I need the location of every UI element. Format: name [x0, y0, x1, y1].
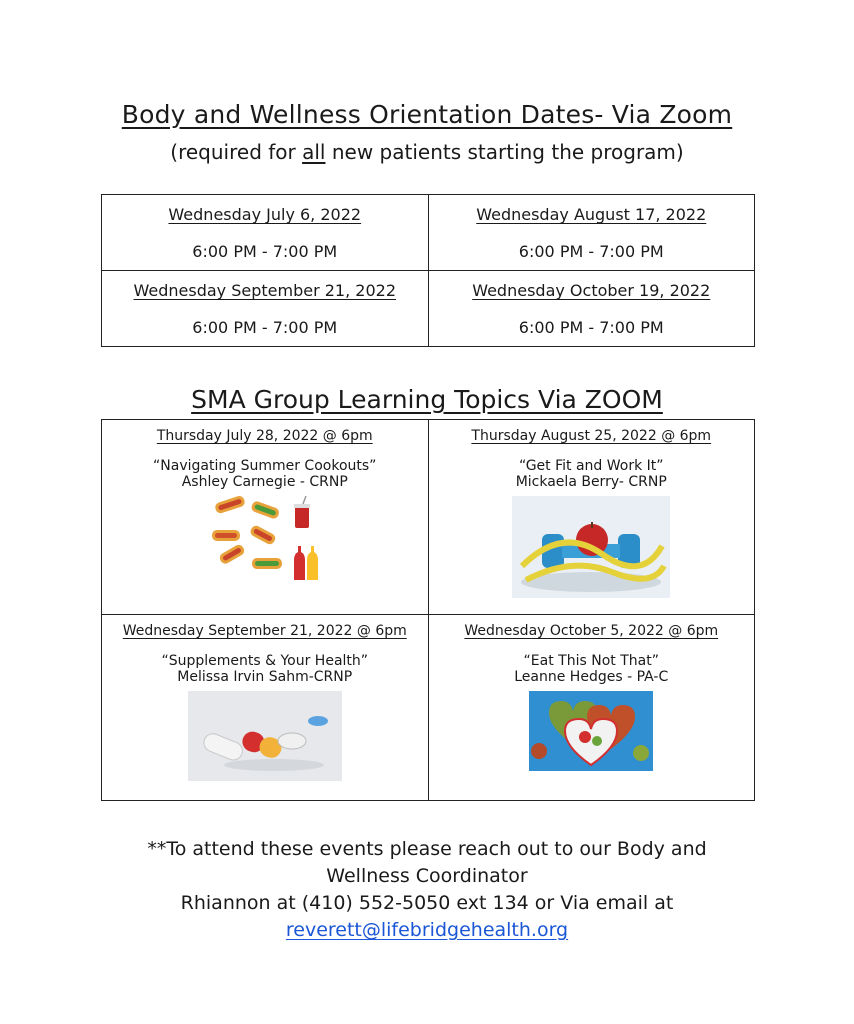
orientation-subtitle [0, 140, 854, 164]
sma-topic: “Navigating Summer Cookouts” [153, 458, 377, 474]
pills-image [188, 691, 342, 781]
session-date: Wednesday August 17, 2022 [476, 205, 707, 224]
session-date: Wednesday September 21, 2022 [133, 281, 396, 300]
cookout-food-image [210, 496, 320, 582]
sma-topic: “Supplements & Your Health” [161, 653, 369, 669]
session-time: 6:00 PM - 7:00 PM [518, 242, 664, 261]
session-date: Wednesday July 6, 2022 [168, 205, 362, 224]
sma-topic: “Eat This Not That” [523, 653, 659, 669]
session-time: 6:00 PM - 7:00 PM [192, 242, 338, 261]
sma-speaker: Mickaela Berry- CRNP [515, 474, 667, 490]
sma-date: Thursday August 25, 2022 @ 6pm [471, 428, 712, 444]
session-date: Wednesday October 19, 2022 [472, 281, 711, 300]
footer-line-2: Wellness Coordinator [326, 865, 528, 887]
contact-footer [0, 836, 854, 944]
sma-date: Thursday July 28, 2022 @ 6pm [156, 428, 373, 444]
sma-speaker: Melissa Irvin Sahm-CRNP [177, 669, 353, 685]
footer-line-3: Rhiannon at (410) 552-5050 ext 134 or Via email at [180, 892, 674, 914]
sma-cell [102, 615, 429, 801]
sma-cell [102, 420, 429, 615]
orientation-cell [102, 271, 429, 347]
subtitle-pre: (required for [170, 140, 303, 164]
sma-speaker: Leanne Hedges - PA-C [514, 669, 669, 685]
session-time: 6:00 PM - 7:00 PM [518, 318, 664, 337]
sma-title: SMA Group Learning Topics Via ZOOM [191, 385, 663, 414]
sma-cell [428, 420, 755, 615]
subtitle-emphasis: all [302, 140, 326, 164]
sma-date: Wednesday September 21, 2022 @ 6pm [122, 623, 407, 639]
heart-food-image [529, 691, 653, 771]
subtitle-post: new patients starting the program) [325, 140, 684, 164]
sma-topics-table [101, 419, 755, 801]
orientation-title: Body and Wellness Orientation Dates- Via Zoom [121, 100, 733, 129]
session-time: 6:00 PM - 7:00 PM [192, 318, 338, 337]
sma-date: Wednesday October 5, 2022 @ 6pm [464, 623, 719, 639]
orientation-cell [428, 271, 755, 347]
orientation-cell [102, 195, 429, 271]
footer-line-1: **To attend these events please reach out to our Body and [147, 838, 707, 860]
sma-topic: “Get Fit and Work It” [518, 458, 664, 474]
dumbbell-tape-image [512, 496, 670, 598]
email-link[interactable]: reverett@lifebridgehealth.org [285, 919, 569, 941]
sma-speaker: Ashley Carnegie - CRNP [181, 474, 348, 490]
orientation-dates-table [101, 194, 755, 347]
orientation-cell [428, 195, 755, 271]
sma-cell [428, 615, 755, 801]
